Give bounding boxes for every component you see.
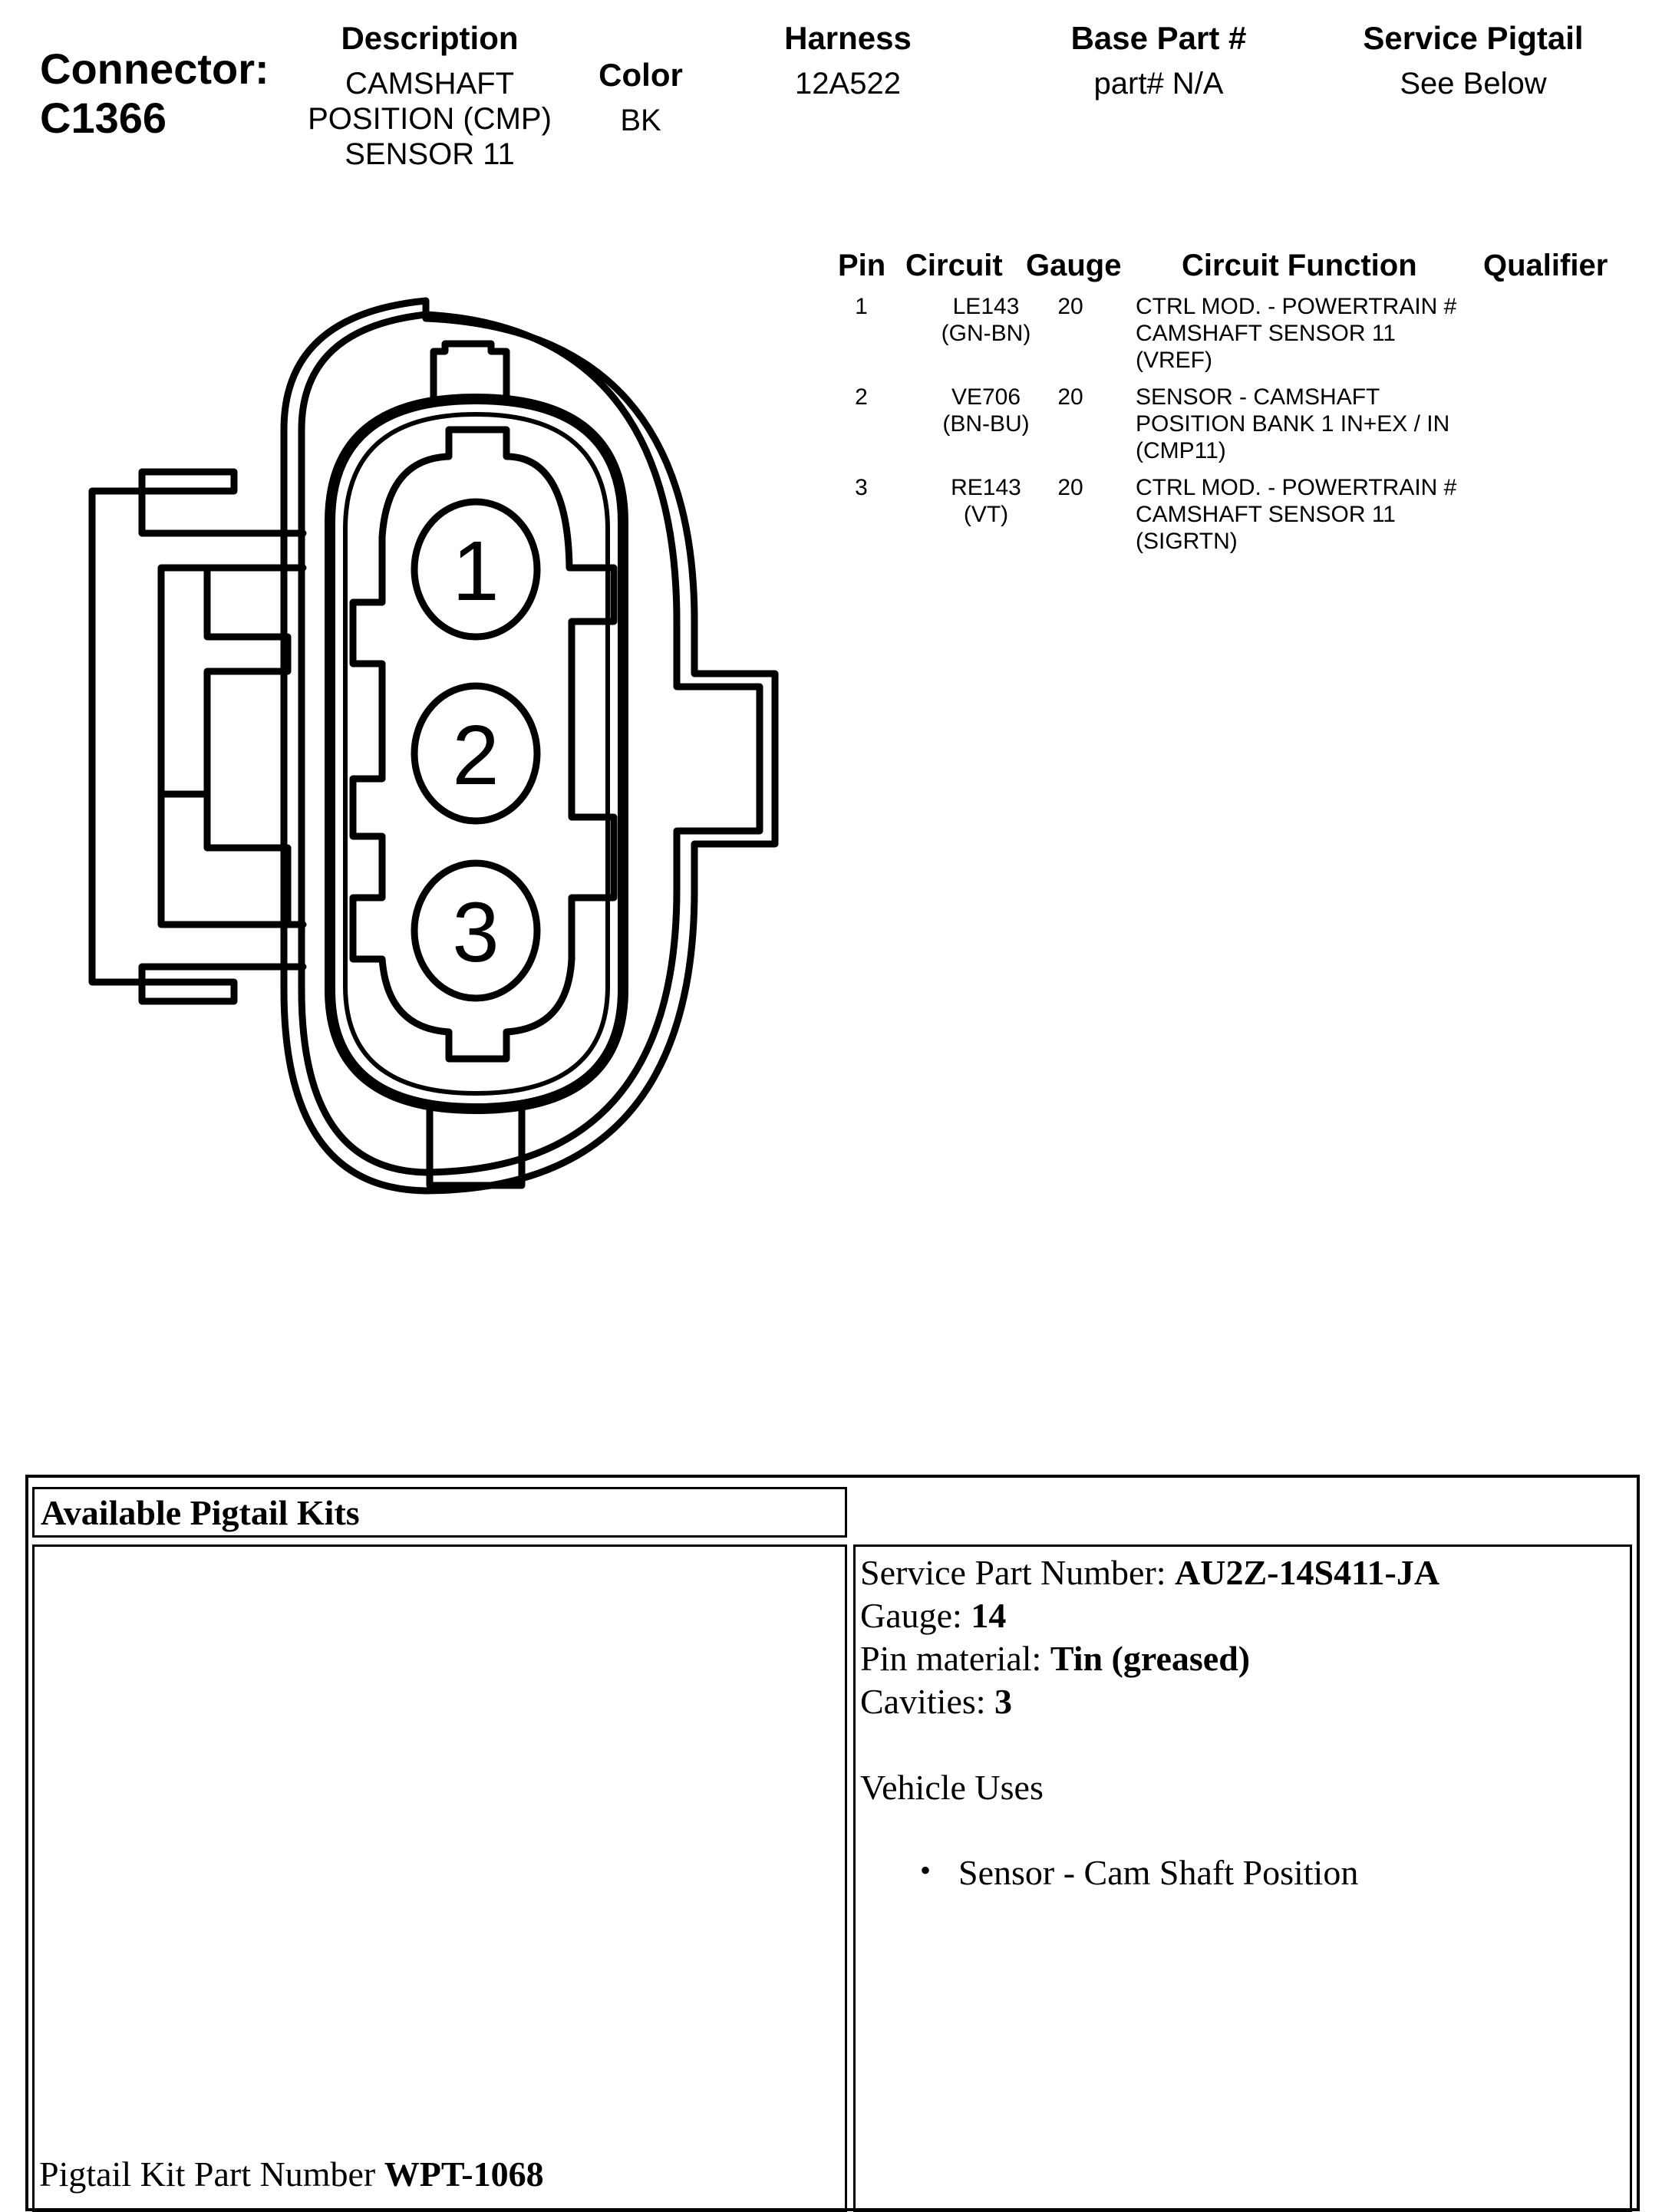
base-part-header: Base Part # [1070,20,1247,56]
gauge-cell: 20 [1057,294,1083,319]
description-line: POSITION (CMP) [308,102,552,136]
function-cell [1136,474,1596,555]
pin-material-value: Tin (greased) [1050,1639,1251,1678]
kit-part-number [39,2153,544,2196]
gauge-cell: 20 [1057,384,1083,410]
function-line: CAMSHAFT SENSOR 11 [1136,321,1396,346]
gauge-cell: 20 [1057,475,1083,500]
pin-col-header: Pin [838,249,886,282]
harness-header: Harness [784,20,912,56]
function-line: CTRL MOD. - POWERTRAIN # [1136,475,1457,500]
pigtail-title-cell [32,1487,847,1538]
pin-cell: 1 [855,294,868,319]
circuit-col-header: Circuit [905,249,1003,282]
function-line: (CMP11) [1136,438,1226,463]
circuit-color: (BN-BU) [942,411,1030,437]
function-cell [1136,293,1596,374]
description-line: SENSOR 11 [345,137,515,171]
qualifier-col-header: Qualifier [1483,249,1608,282]
pin-material-label: Pin material: [860,1639,1050,1678]
service-pigtail-value: See Below [1400,67,1547,101]
description-line: CAMSHAFT [345,67,514,101]
color-value: BK [620,104,661,137]
pigtail-title: Available Pigtail Kits [41,1493,360,1532]
gauge-label: Gauge: [860,1596,971,1635]
housing-inner-line [302,315,760,1172]
service-part-label: Service Part Number: [860,1553,1176,1592]
cavities-label: Cavities: [860,1682,995,1721]
function-line: POSITION BANK 1 IN+EX / IN [1136,411,1450,437]
circuit-id: VE706 [951,384,1021,410]
pigtail-details-cell [853,1544,1632,2212]
circuit-color: (VT) [963,502,1009,527]
top-key-tab [434,344,506,399]
gauge-line [860,1594,1439,1637]
function-line: CTRL MOD. - POWERTRAIN # [1136,294,1457,319]
function-cell [1136,384,1596,464]
color-header: Color [599,57,683,93]
connector-id: C1366 [40,94,167,142]
pin-label-1: 1 [452,524,500,618]
service-part-line [860,1551,1439,1594]
list-item: • Sensor - Cam Shaft Position [920,1852,1439,1893]
service-part-value: AU2Z-14S411-JA [1175,1553,1440,1592]
harness-value: 12A522 [795,67,901,101]
function-line: (VREF) [1136,348,1212,373]
function-col-header: Circuit Function [1182,249,1417,282]
vehicle-uses-list [920,1852,1439,1893]
service-pigtail-header: Service Pigtail [1363,20,1584,56]
pigtail-image-cell [32,1544,847,2212]
kit-part-label: Pigtail Kit Part Number [39,2154,384,2194]
gauge-col-header: Gauge [1026,249,1122,282]
pin-label-3: 3 [452,885,500,980]
circuit-id: RE143 [951,475,1021,500]
pigtail-details [860,1551,1439,1893]
function-line: SENSOR - CAMSHAFT [1136,384,1380,410]
function-line: (SIGRTN) [1136,529,1238,554]
function-line: CAMSHAFT SENSOR 11 [1136,502,1396,527]
pin-cell: 3 [855,475,868,500]
pin-label-2: 2 [452,708,500,803]
circuit-id: LE143 [952,294,1020,319]
latch-rib-bottom [161,794,288,925]
pin-material-line [860,1637,1439,1680]
connector-label: Connector: [40,45,269,93]
cavities-line [860,1680,1439,1723]
vehicle-uses-label: Vehicle Uses [860,1768,1044,1807]
pin-cell: 2 [855,384,868,410]
latch-rib-top [207,568,288,794]
kit-part-value: WPT-1068 [384,2154,544,2194]
circuit-color: (GN-BN) [941,321,1031,346]
description-header: Description [341,20,519,56]
base-part-value: part# N/A [1093,67,1224,101]
connector-face-diagram [0,0,844,1228]
gauge-value: 14 [971,1596,1007,1635]
cavities-value: 3 [994,1682,1013,1721]
